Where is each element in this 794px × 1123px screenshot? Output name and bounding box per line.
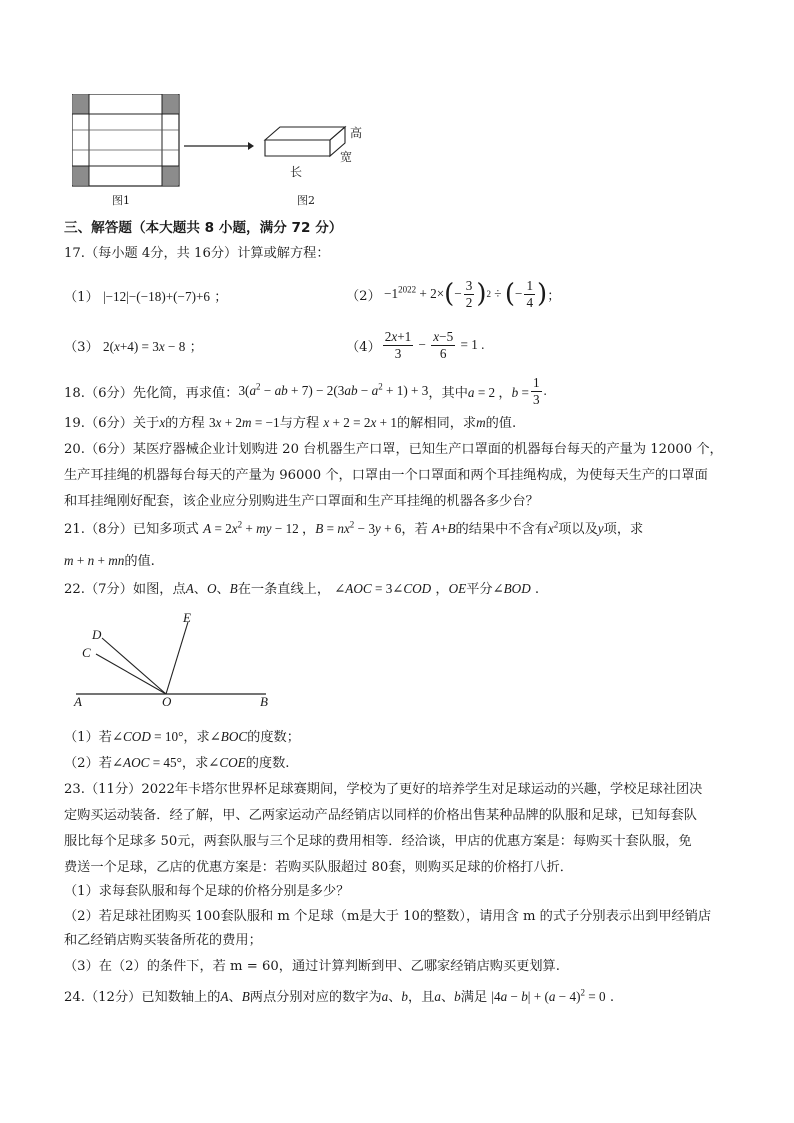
point-label-O: O [162,694,172,709]
q20-line1: 20.（6分）某医疗器械企业计划购进 20 台机器生产口罩，已知生产口罩面的机器每台每天的产量为 12000 个， [64,442,723,457]
section-heading: 三、解答题（本大题共 8 小题，满分 72 分） [64,220,343,236]
point-label-E: E [183,610,191,625]
q22-part1: （1）若∠COD = 10°，求∠BOC的度数； [64,729,300,745]
figure-2-label-height: 高 [350,126,363,140]
figure-2-label-length: 长 [290,165,303,179]
q23-line3: 服比每个足球多 50元，两套队服与三个足球的费用相等．经洽谈，甲店的优惠方案是：每购买十套队服，免 [64,834,692,849]
q23-part2-line2: 和乙经销店购买装备所花的费用； [64,933,262,948]
figure-1 [72,94,182,190]
q21-line2: m + n + mn的值. [64,553,155,569]
q17-part2: （2） $-1^{2022} + 2\times$ ( − $\frac{3}{2}$ ) 2 ÷ ( − $\frac{1}{4}$ ) ； [346,278,561,310]
q20-line3: 和耳挂绳刚好配套，该企业应分别购进生产口罩面和生产耳挂绳的机器各多少台？ [64,494,539,509]
q23-line2: 定购买运动装备．经了解，甲、乙两家运动产品经销店以同样的价格出售某种品牌的队服和足球，已知每套队 [64,808,697,823]
point-label-C: C [82,645,91,660]
figure-2-label-width: 宽 [340,150,353,164]
q20-line2: 生产耳挂绳的机器每台每天的产量为 96000 个，口罩由一个口罩面和两个耳挂绳构成，为使每天生产的口罩面 [64,468,708,483]
q23-line4: 费送一个足球，乙店的优惠方案是：若购买队服超过 80套，则购买足球的价格打八折． [64,860,573,875]
q23-part3: （3）在（2）的条件下，若 m = 60，通过计算判断到甲、乙哪家经销店购买更划算. [64,959,560,974]
q18: 18.（6分）先化简，再求值： $3(a^2$ − ab + $7) - 2(3ab - a^2 + 1) + 3$ ，其中 a = 2 ，b = $\frac{1}{3}$ . [64,375,547,407]
q19: 19.（6分）关于x的方程 3x + 2m = −1与方程 x + 2 = 2x + 1的解相同，求m的值. [64,415,517,431]
figure-2 [262,120,352,164]
q22-part2: （2）若∠AOC = 45°，求∠COE的度数. [64,755,290,771]
q24: 24.（12分）已知数轴上的A、B两点分别对应的数字为a、b，且a、b满足 $|4a - b| + (a - 4)^2 = 0$ . [64,987,615,1005]
angle-diagram [64,606,284,710]
figure-1-caption: 图1 [112,194,130,207]
figure-2-box [262,120,352,164]
q23-line1: 23.（11分）2022年卡塔尔世界杯足球赛期间，学校为了更好的培养学生对足球运动的兴趣，学校足球社团决 [64,782,703,797]
figure-1-drawing [72,94,182,190]
q23-part2-line1: （2）若足球社团购买 100套队服和 m 个足球（m是大于 10的整数），请用含 m 的式子分别表示出到甲经销店 [64,909,712,924]
q21-line1: 21.（8分）已知多项式 $A = 2x^2$ + my − 12 ，$B = nx^2 - 3y + 6$，若 A+B的结果中不含有$x^2$项以及y项，求 [64,519,644,537]
arrow-icon [184,140,254,156]
point-label-D: D [92,627,102,642]
figure-2-caption: 图2 [297,194,315,207]
q17-part3: （3） 2(x+4) = 3x − 8 ； [64,339,203,355]
q22-stem: 22.（7分）如图，点A、O、B在一条直线上， ∠AOC = 3∠COD ，OE平分∠BOD . [64,581,540,597]
q22-figure [64,606,284,710]
q17-stem: 17.（每小题 4分，共 16分）计算或解方程： [64,246,330,261]
point-label-A: A [74,694,82,709]
point-label-B: B [260,694,268,709]
q23-part1: （1）求每套队服和每个足球的价格分别是多少？ [64,884,350,899]
q17-part4: （4） $\frac{2x+1}{3}$ − $\frac{x-5}{6}$ = 1 . [346,329,485,361]
q17-part1: （1） |−12|−(−18)+(−7)+6 ； [64,289,228,305]
